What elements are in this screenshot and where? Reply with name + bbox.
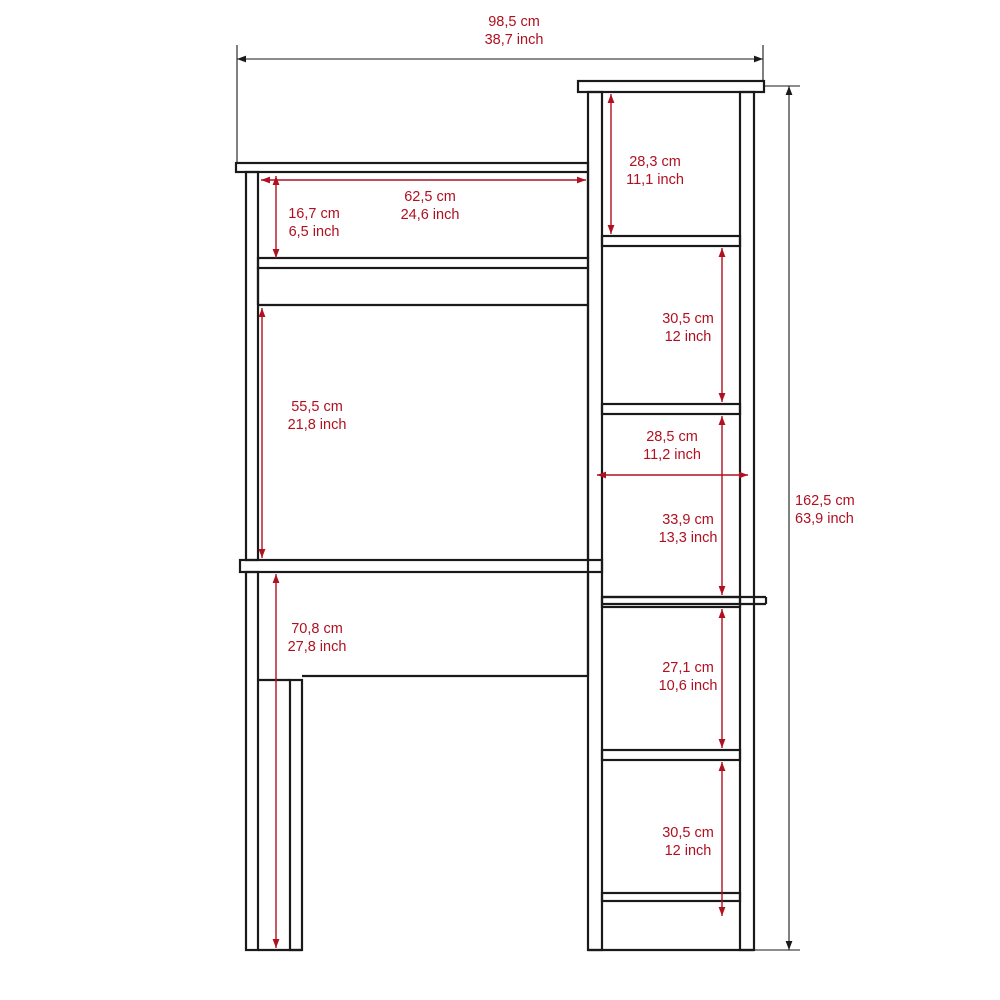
dimension-label-top-shelf-width: [370, 188, 490, 224]
dim-value-cm: 33,9 cm: [662, 512, 714, 528]
dim-value-inch: 13,3 inch: [658, 530, 718, 546]
dim-value-inch: 6,5 inch: [288, 224, 340, 240]
dim-value-cm: 30,5 cm: [662, 825, 714, 841]
dim-value-cm: 30,5 cm: [662, 311, 714, 327]
dim-value-inch: 10,6 inch: [658, 678, 718, 694]
dim-value-cm: 28,5 cm: [646, 429, 698, 445]
dimension-label-tower-top-opening: [600, 153, 710, 189]
dim-value-cm: 27,1 cm: [662, 660, 714, 676]
dimension-label-tower-second-opening: [633, 310, 743, 346]
dim-value-inch: 12 inch: [664, 329, 712, 345]
dim-value-inch: 11,2 inch: [643, 447, 701, 463]
dim-value-cm: 70,8 cm: [291, 621, 343, 637]
dimension-label-desk-back-height: [262, 398, 372, 434]
dim-value-cm: 98,5 cm: [488, 14, 540, 30]
dim-value-inch: 12 inch: [664, 843, 712, 859]
dimension-label-overall-height: [795, 492, 905, 528]
dimension-label-top-shelf-height: [259, 205, 369, 241]
dimension-label-tower-bottom-opening: [633, 824, 743, 860]
dimension-label-tower-fourth-opening: [633, 659, 743, 695]
dim-value-cm: 28,3 cm: [629, 154, 681, 170]
dim-value-cm: 162,5 cm: [795, 493, 855, 509]
dim-value-inch: 27,8 inch: [287, 639, 347, 655]
dim-value-cm: 16,7 cm: [288, 206, 340, 222]
dim-value-cm: 55,5 cm: [291, 399, 343, 415]
dim-value-cm: 62,5 cm: [404, 189, 456, 205]
dimension-label-overall-width: [459, 13, 569, 49]
dim-value-inch: 38,7 inch: [484, 32, 544, 48]
dimension-label-tower-width: [617, 428, 727, 464]
dimension-label-desk-leg-height: [262, 620, 372, 656]
dim-value-inch: 21,8 inch: [287, 417, 347, 433]
dim-value-inch: 11,1 inch: [626, 172, 684, 188]
dim-value-inch: 63,9 inch: [795, 511, 854, 527]
dim-value-inch: 24,6 inch: [400, 207, 460, 223]
dimension-label-tower-third-opening: [633, 511, 743, 547]
